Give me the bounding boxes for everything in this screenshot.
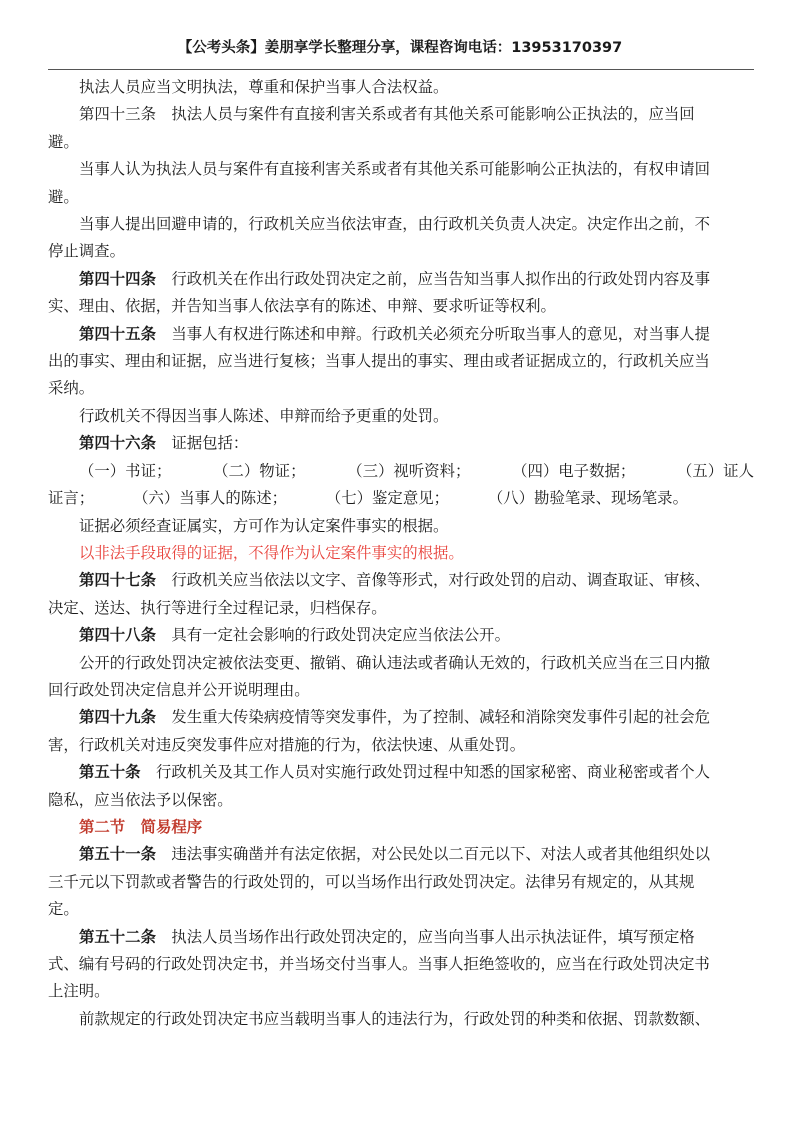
article-number: 第四十九条 [79, 708, 156, 727]
article-number: 第四十四条 [79, 269, 156, 288]
text-line: 发生重大传染病疫情等突发事件，为了控制、减轻和消除突发事件引起的社会危 [155, 708, 711, 727]
evidence-item: （二）物证； [213, 461, 306, 480]
text-line: 上注明。 [48, 982, 110, 1001]
page-header [0, 38, 800, 58]
evidence-list-row [48, 485, 688, 512]
text-line: 具有一定社会影响的行政处罚决定应当依法公开。 [155, 626, 510, 645]
header-text: 【公考头条】姜朋享学长整理分享，课程咨询电话：13953170397 [177, 40, 623, 56]
article-50 [48, 759, 754, 814]
evidence-item: （四）电子数据； [512, 461, 636, 480]
text-line: 出的事实、理由和证据，应当进行复核；当事人提出的事实、理由或者证据成立的，行政机关应当 [48, 352, 710, 371]
article-51 [48, 841, 754, 923]
article-52 [48, 924, 754, 1006]
evidence-item: （七）鉴定意见； [325, 489, 449, 508]
text-line: 以非法手段取得的证据，不得作为认定案件事实的根据。 [79, 543, 464, 562]
evidence-item: 证言； [48, 489, 95, 508]
text-line: 证据必须经查证属实，方可作为认定案件事实的根据。 [79, 516, 449, 535]
article-number: 第五十一条 [79, 845, 156, 864]
text-line: 前款规定的行政处罚决定书应当载明当事人的违法行为，行政处罚的种类和依据、罚款数额、 [79, 1009, 711, 1028]
article-number: 第四十六条 [79, 434, 156, 453]
article-number: 第四十七条 [79, 571, 156, 590]
text-line: 行政机关应当依法以文字、音像等形式，对行政处罚的启动、调查取证、审核、 [155, 571, 711, 590]
article-49 [48, 704, 754, 759]
paragraph [48, 211, 754, 266]
text-line: 行政机关不得因当事人陈述、申辩而给予更重的处罚。 [79, 406, 449, 425]
article-number: 第四十八条 [79, 626, 156, 645]
text-line: 式、编有号码的行政处罚决定书，并当场交付当事人。当事人拒绝签收的，应当在行政处罚决定书 [48, 955, 710, 973]
text-line: 决定、送达、执行等进行全过程记录，归档保存。 [48, 598, 387, 617]
text-line: 第四十三条 执法人员与案件有直接利害关系或者有其他关系可能影响公正执法的，应当回 [79, 105, 695, 124]
article-44 [48, 266, 754, 321]
text-line: 当事人有权进行陈述和申辩。行政机关必须充分听取当事人的意见，对当事人提 [155, 324, 711, 343]
article-number: 第五十二条 [79, 927, 156, 946]
paragraph [48, 1006, 754, 1033]
text-line: 回行政处罚决定信息并公开说明理由。 [48, 680, 310, 699]
text-line: 定。 [48, 900, 79, 919]
paragraph [48, 74, 754, 101]
text-line: 采纳。 [48, 379, 95, 398]
text-line: 公开的行政处罚决定被依法变更、撤销、确认违法或者确认无效的，行政机关应当在三日内撤 [79, 653, 711, 672]
evidence-item: （六）当事人的陈述； [133, 489, 287, 508]
text-line: 隐私，应当依法予以保密。 [48, 790, 233, 809]
section-heading [48, 814, 754, 841]
text-line: 停止调查。 [48, 242, 125, 261]
evidence-item: （三）视听资料； [347, 461, 471, 480]
paragraph [48, 513, 754, 540]
text-line: 实、理由、依据，并告知当事人依法享有的陈述、申辩、要求听证等权利。 [48, 297, 556, 316]
text-line: 行政机关及其工作人员对实施行政处罚过程中知悉的国家秘密、商业秘密或者个人 [140, 763, 711, 782]
article-47 [48, 567, 754, 622]
text-line: 证据包括： [155, 434, 249, 453]
text-line: 避。 [48, 132, 79, 151]
article-43 [48, 101, 754, 156]
text-line: 避。 [48, 187, 79, 206]
text-line: 当事人提出回避申请的，行政机关应当依法审查，由行政机关负责人决定。决定作出之前，不 [79, 215, 711, 234]
text-line: 行政机关在作出行政处罚决定之前，应当告知当事人拟作出的行政处罚内容及事 [155, 269, 711, 288]
section-title: 第二节 简易程序 [79, 817, 203, 836]
article-45 [48, 321, 754, 403]
evidence-item: （八）勘验笔录、现场笔录。 [487, 489, 688, 508]
evidence-item: （一）书证； [79, 461, 172, 480]
document-body [48, 74, 754, 1033]
header-divider [48, 69, 754, 70]
evidence-item: （五）证人 [677, 461, 754, 480]
text-line: 违法事实确凿并有法定依据，对公民处以二百元以下、对法人或者其他组织处以 [155, 845, 711, 864]
article-number: 第五十条 [79, 763, 141, 782]
article-46 [48, 430, 754, 457]
paragraph [48, 650, 754, 705]
text-line: 三千元以下罚款或者警告的行政处罚的，可以当场作出行政处罚决定。法律另有规定的，从其规 [48, 872, 695, 891]
text-line: 执法人员当场作出行政处罚决定的，应当向当事人出示执法证件，填写预定格 [155, 927, 695, 946]
text-line: 当事人认为执法人员与案件有直接利害关系或者有其他关系可能影响公正执法的，有权申请回 [79, 160, 711, 179]
paragraph [48, 156, 754, 211]
evidence-list-row [48, 458, 754, 485]
highlighted-paragraph [48, 540, 754, 567]
text-line: 执法人员应当文明执法，尊重和保护当事人合法权益。 [79, 78, 449, 96]
article-number: 第四十五条 [79, 324, 156, 343]
article-48 [48, 622, 754, 649]
text-line: 害，行政机关对违反突发事件应对措施的行为，依法快速、从重处罚。 [48, 735, 526, 754]
paragraph [48, 403, 754, 430]
